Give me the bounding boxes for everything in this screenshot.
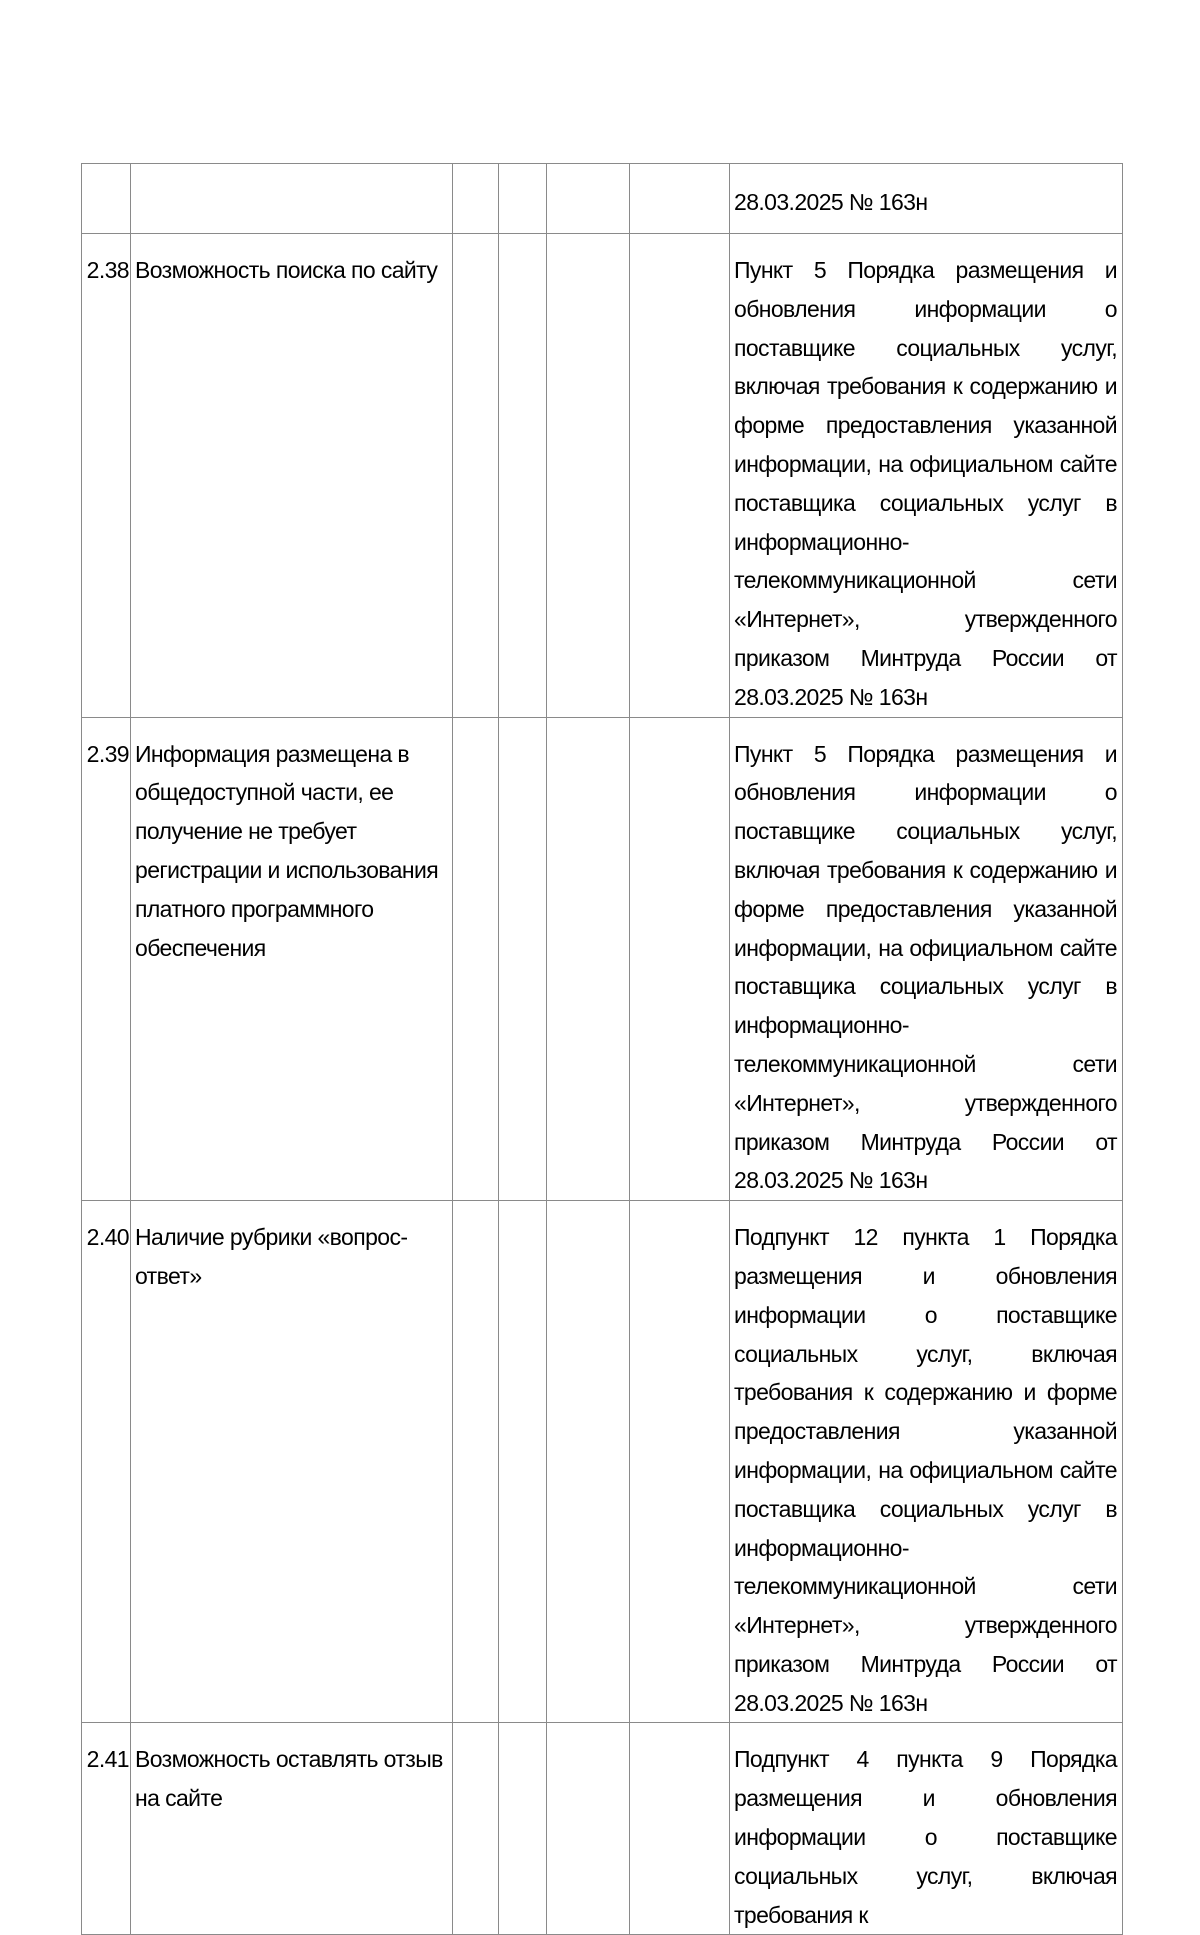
table-row xyxy=(82,164,1123,234)
table-row xyxy=(82,717,1123,1201)
row-number: 2.40 xyxy=(86,1224,129,1251)
table-row xyxy=(82,234,1123,718)
criterion-cell xyxy=(131,1723,453,1935)
criterion-cell xyxy=(131,717,453,1201)
criterion-cell xyxy=(131,164,453,234)
legal-reference-text: Пункт 5 Порядка размещения и обновления информации о поставщике социальных услуг, включая требования к содержанию и форме предоставления указанной информации, на официальном сайте поставщика социальных услуг в информационно-телекоммуникационной сети «Интернет», утвержденного приказом Минтруда России от 28.03.2025 № 163н xyxy=(734,257,1117,710)
empty-cell xyxy=(630,234,730,718)
row-number-cell xyxy=(82,234,131,718)
empty-cell xyxy=(630,1201,730,1723)
empty-cell xyxy=(499,1723,547,1935)
empty-cell xyxy=(547,717,630,1201)
criterion-text: Информация размещена в общедоступной части, ее получение не требует регистрации и использования платного программного обеспечения xyxy=(135,740,439,961)
row-number-cell xyxy=(82,164,131,234)
empty-cell xyxy=(630,1723,730,1935)
empty-cell xyxy=(547,164,630,234)
criterion-cell xyxy=(131,234,453,718)
row-number: 2.39 xyxy=(86,740,129,767)
legal-reference-cell xyxy=(730,717,1123,1201)
empty-cell xyxy=(630,164,730,234)
empty-cell xyxy=(547,1723,630,1935)
criterion-cell xyxy=(131,1201,453,1723)
empty-cell xyxy=(499,164,547,234)
row-number: 2.38 xyxy=(86,257,129,283)
criterion-text: Наличие рубрики «вопрос-ответ» xyxy=(135,1224,408,1289)
empty-cell xyxy=(453,1201,499,1723)
row-number-cell xyxy=(82,717,131,1201)
row-number-cell xyxy=(82,1723,131,1935)
legal-reference-cell xyxy=(730,1723,1123,1935)
empty-cell xyxy=(547,1201,630,1723)
empty-cell xyxy=(499,717,547,1201)
criterion-text: Возможность оставлять отзыв на сайте xyxy=(135,1746,443,1812)
empty-cell xyxy=(453,1723,499,1935)
empty-cell xyxy=(499,234,547,718)
criterion-text: Возможность поиска по сайту xyxy=(135,257,438,283)
row-number-cell xyxy=(82,1201,131,1723)
requirements-table xyxy=(81,163,1123,1935)
legal-reference-text: Подпункт 4 пункта 9 Порядка размещения и обновления информации о поставщике социальных услуг, включая требования к xyxy=(734,1746,1117,1928)
empty-cell xyxy=(547,234,630,718)
criterion-text xyxy=(131,164,452,183)
legal-reference-text: Подпункт 12 пункта 1 Порядка размещения и обновления информации о поставщике социальных услуг, включая требования к содержанию и форме предоставления указанной информации, на официальном сайте поставщика социальных услуг в информационно-телекоммуникационной сети «Интернет», утвержденного приказом Минтруда России от 28.03.2025 № 163н xyxy=(734,1224,1117,1716)
row-number xyxy=(82,164,130,183)
table-row xyxy=(82,1201,1123,1723)
legal-reference-text: Пункт 5 Порядка размещения и обновления информации о поставщике социальных услуг, включая требования к содержанию и форме предоставления указанной информации, на официальном сайте поставщика социальных услуг в информационно-телекоммуникационной сети «Интернет», утвержденного приказом Минтруда России от 28.03.2025 № 163н xyxy=(734,740,1117,1194)
empty-cell xyxy=(453,164,499,234)
empty-cell xyxy=(453,234,499,718)
legal-reference-text: 28.03.2025 № 163н xyxy=(734,189,928,215)
legal-reference-cell xyxy=(730,234,1123,718)
row-number: 2.41 xyxy=(86,1746,129,1773)
empty-cell xyxy=(630,717,730,1201)
table-row xyxy=(82,1723,1123,1935)
empty-cell xyxy=(499,1201,547,1723)
legal-reference-cell xyxy=(730,1201,1123,1723)
empty-cell xyxy=(453,717,499,1201)
legal-reference-cell xyxy=(730,164,1123,234)
